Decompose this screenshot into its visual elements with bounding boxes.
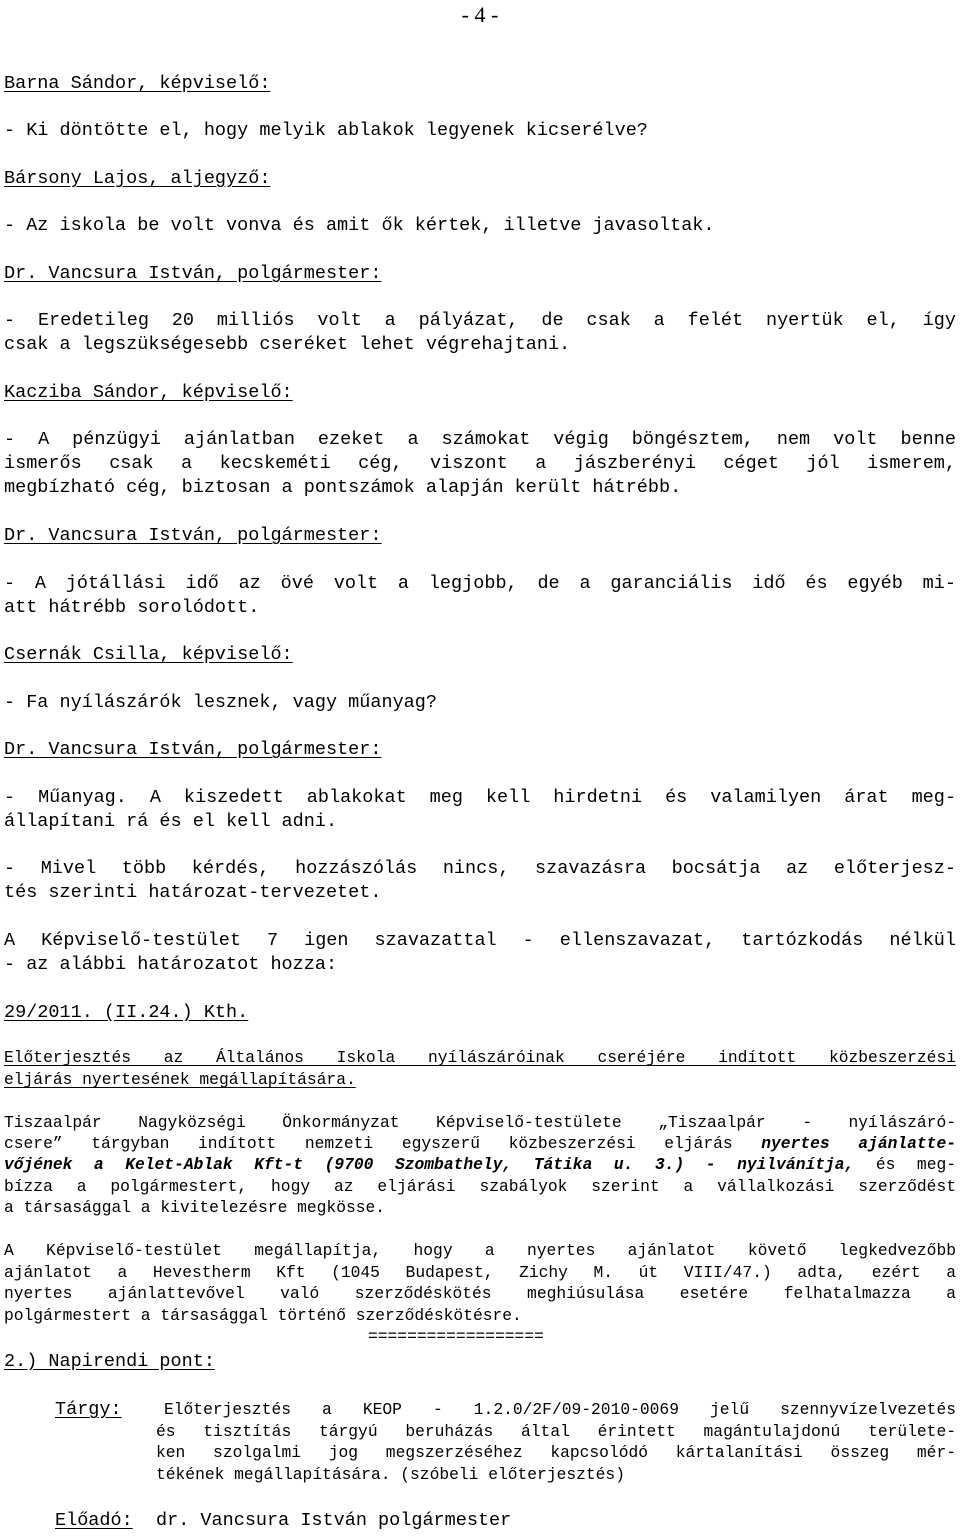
resolution-text: a társasággal a kivitelezésre megkösse.: [4, 1198, 386, 1217]
speech-text: - Eredetileg 20 milliós volt a pályázat, de csak a felét nyertük el, így: [4, 310, 956, 331]
resolution-text: nyertes ajánlattevővel való szerződéskötés meghiúsulása esetére felhatalmazza a: [4, 1284, 956, 1303]
resolution-title: eljárás nyertesének megállapítására.: [4, 1070, 356, 1089]
speaker-label: Dr. Vancsura István, polgármester:: [4, 525, 382, 546]
speech-text: - Az iskola be volt vonva és amit ők kértek, illetve javasoltak.: [4, 215, 715, 236]
resolution-text-emphasis: nyertes ajánlatte-: [761, 1134, 956, 1153]
decision-text: A Képviselő-testület 7 igen szavazattal - ellenszavazat, tartózkodás nélkül: [4, 930, 956, 951]
resolution-text: polgármestert a társasággal történő szerződéskötésre.: [4, 1306, 522, 1325]
speech-text: - A pénzügyi ajánlatban ezeket a számokat végig böngésztem, nem volt benne: [4, 429, 956, 450]
resolution-text-emphasis: vőjének a Kelet-Ablak Kft-t (9700 Szombathely, Tátika u. 3.) - nyilvánítja,: [4, 1155, 855, 1174]
speaker-label: Bársony Lajos, aljegyző:: [4, 168, 271, 189]
speech-text: - Mivel több kérdés, hozzászólás nincs, szavazásra bocsátja az előterjesz-: [4, 858, 956, 879]
resolution-text-part: és meg-: [854, 1155, 956, 1174]
resolution-number: 29/2011. (II.24.) Kth.: [4, 1002, 249, 1023]
speaker-label: Dr. Vancsura István, polgármester:: [4, 263, 382, 284]
speaker-label: Kacziba Sándor, képviselő:: [4, 382, 293, 403]
resolution-text: ajánlatot a Hevestherm Kft (1045 Budapest, Zichy M. út VIII/47.) adta, ezért a: [4, 1263, 956, 1282]
resolution-text: A Képviselő-testület megállapítja, hogy a nyertes ajánlatot követő legkedvezőbb: [4, 1241, 956, 1260]
decision-text: - az alábbi határozatot hozza:: [4, 954, 338, 975]
subject-label: Tárgy:: [55, 1399, 122, 1420]
resolution-text: [4, 1133, 956, 1155]
resolution-text: bízza a polgármestert, hogy az eljárási szabályok szerint a vállalkozási szerződést: [4, 1177, 956, 1196]
agenda-heading: 2.) Napirendi pont:: [4, 1351, 215, 1372]
speech-text: - Műanyag. A kiszedett ablakokat meg kell hirdetni és valamilyen árat meg-: [4, 787, 956, 808]
speaker-label: Csernák Csilla, képviselő:: [4, 644, 293, 665]
subject-text: tékének megállapítására. (szóbeli előterjesztés): [156, 1465, 625, 1484]
page-number: - 4 -: [461, 2, 499, 27]
speech-text: ismerős csak a kecskeméti cég, viszont a jászberényi céget jól ismerem,: [4, 453, 956, 474]
speech-text: - Ki döntötte el, hogy melyik ablakok legyenek kicserélve?: [4, 120, 648, 141]
resolution-text-part: csere” tárgyban indított nemzeti egyszerű közbeszerzési eljárás: [4, 1134, 762, 1153]
presenter-label: Előadó:: [55, 1510, 133, 1531]
speech-text: tés szerinti határozat-tervezetet.: [4, 882, 382, 903]
speech-text: - Fa nyílászárók lesznek, vagy műanyag?: [4, 692, 437, 713]
speech-text: csak a legszükségesebb cseréket lehet végrehajtani.: [4, 334, 571, 355]
speaker-label: Dr. Vancsura István, polgármester:: [4, 739, 382, 760]
speech-text: att hátrébb sorolódott.: [4, 597, 260, 618]
speech-text: megbízható cég, biztosan a pontszámok alapján került hátrébb.: [4, 477, 682, 498]
resolution-title: Előterjesztés az Általános Iskola nyílászáróinak cseréjére indított közbeszerzési: [4, 1048, 956, 1067]
speech-text: - A jótállási idő az övé volt a legjobb, de a garanciális idő és egyéb mi-: [4, 573, 956, 594]
resolution-text: Tiszaalpár Nagyközségi Önkormányzat Képviselő-testülete „Tiszaalpár - nyílászáró-: [4, 1113, 956, 1132]
speaker-label: Barna Sándor, képviselő:: [4, 73, 271, 94]
separator-line: ==================: [368, 1327, 544, 1346]
subject-text: ken szolgalmi jog megszerzéséhez kapcsolódó kártalanítási összeg mér-: [156, 1443, 956, 1462]
subject-text: és tisztítás tárgyú beruházás által érintett magántulajdonú területe-: [156, 1422, 956, 1441]
speech-text: állapítani rá és el kell adni.: [4, 811, 338, 832]
presenter-name: dr. Vancsura István polgármester: [156, 1510, 512, 1531]
resolution-text: [4, 1154, 956, 1176]
subject-text: Előterjesztés a KEOP - 1.2.0/2F/09-2010-0069 jelű szennyvízelvezetés: [164, 1400, 956, 1419]
